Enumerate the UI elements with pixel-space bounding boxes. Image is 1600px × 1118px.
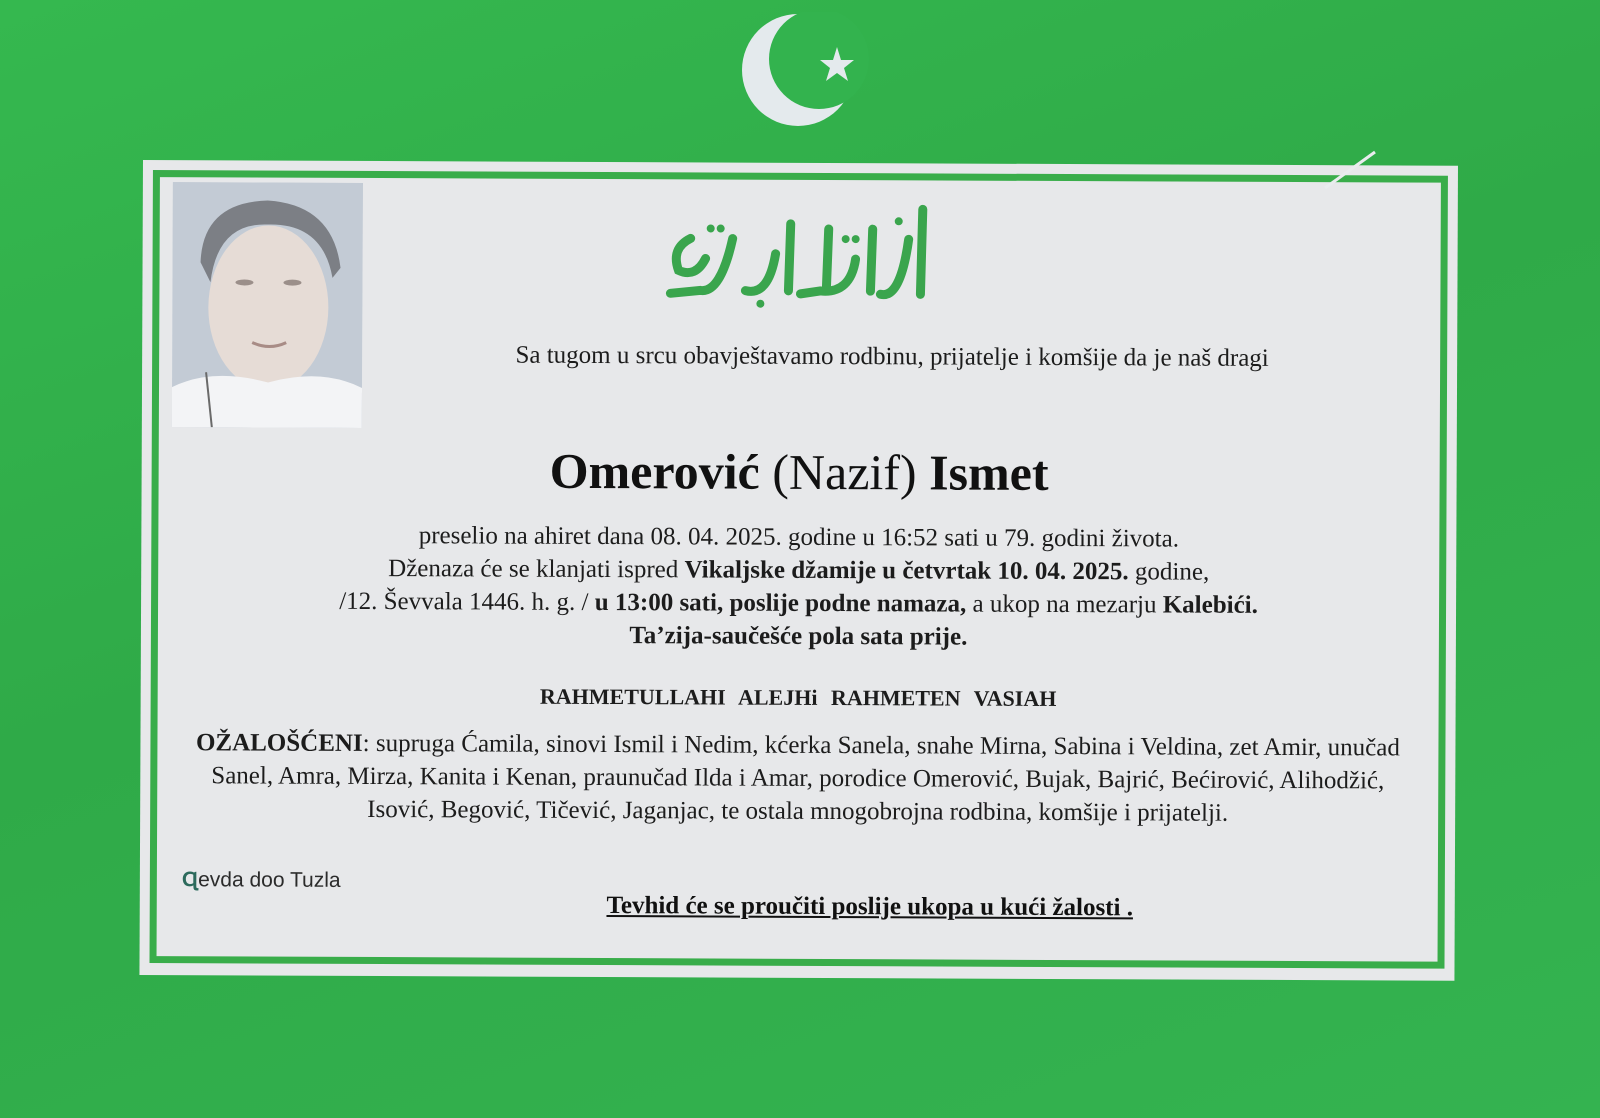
obituary-card [139,160,1458,981]
intro-text: Sa tugom u srcu obavještavamo rodbinu, prijatelje i komšije da je naš dragi [515,341,1269,372]
logo-text: evda doo Tuzla [198,868,341,892]
janazah-line: Dženaza će se klanjati ispred Vikaljske džamije u četvrtak 10. 04. 2025. godine, [388,555,1210,586]
first-name: Ismet [929,444,1049,501]
surname: Omerović [549,442,760,500]
condolence-line: Ta’zija-saučešće pola sata prije. [629,622,968,651]
funeral-details [181,518,1417,655]
death-line: preselio na ahiret dana 08. 04. 2025. godine u 16:52 sati u 79. godini života. [418,522,1180,553]
mourners-list [180,726,1415,830]
mourners-text: : supruga Ćamila, sinovi Ismil i Nedim, kćerka Sanela, snahe Mirna, Sabina i Veldina, zet Amir, unučad Sanel, Amra, Mirza, Kanita i Kenan, praunučad Ilda i Amar, porodice Omerović, Bujak, Bajrić, Bećirović, Alihodžić, Isović, Begović, Tičević, Jaganjac, te ostala mnogobrojna rodbina, komšije i prijatelji. [211,729,1400,827]
funeral-home-logo [182,868,341,893]
father-name: (Nazif) [772,443,917,501]
prayer-line: RAHMETULLAHI ALEJHi RAHMETEN VASIAH [539,683,1057,711]
portrait-photo [172,182,363,428]
logo-mark-icon: Ɋ [181,868,199,892]
paper-fold [1320,150,1380,190]
arabic-calligraphy [650,198,951,319]
burial-line: /12. Ševvala 1446. h. g. / u 13:00 sati, poslije podne namaza, a ukop na mezarju Kalebići. [339,587,1258,619]
tevhid-notice: Tevhid će se proučiti poslije ukopa u kući žalosti . [606,892,1134,922]
mourners-label: OŽALOŠĆENI [195,729,363,757]
crescent-star-icon [740,12,880,132]
deceased-name [142,440,1457,504]
